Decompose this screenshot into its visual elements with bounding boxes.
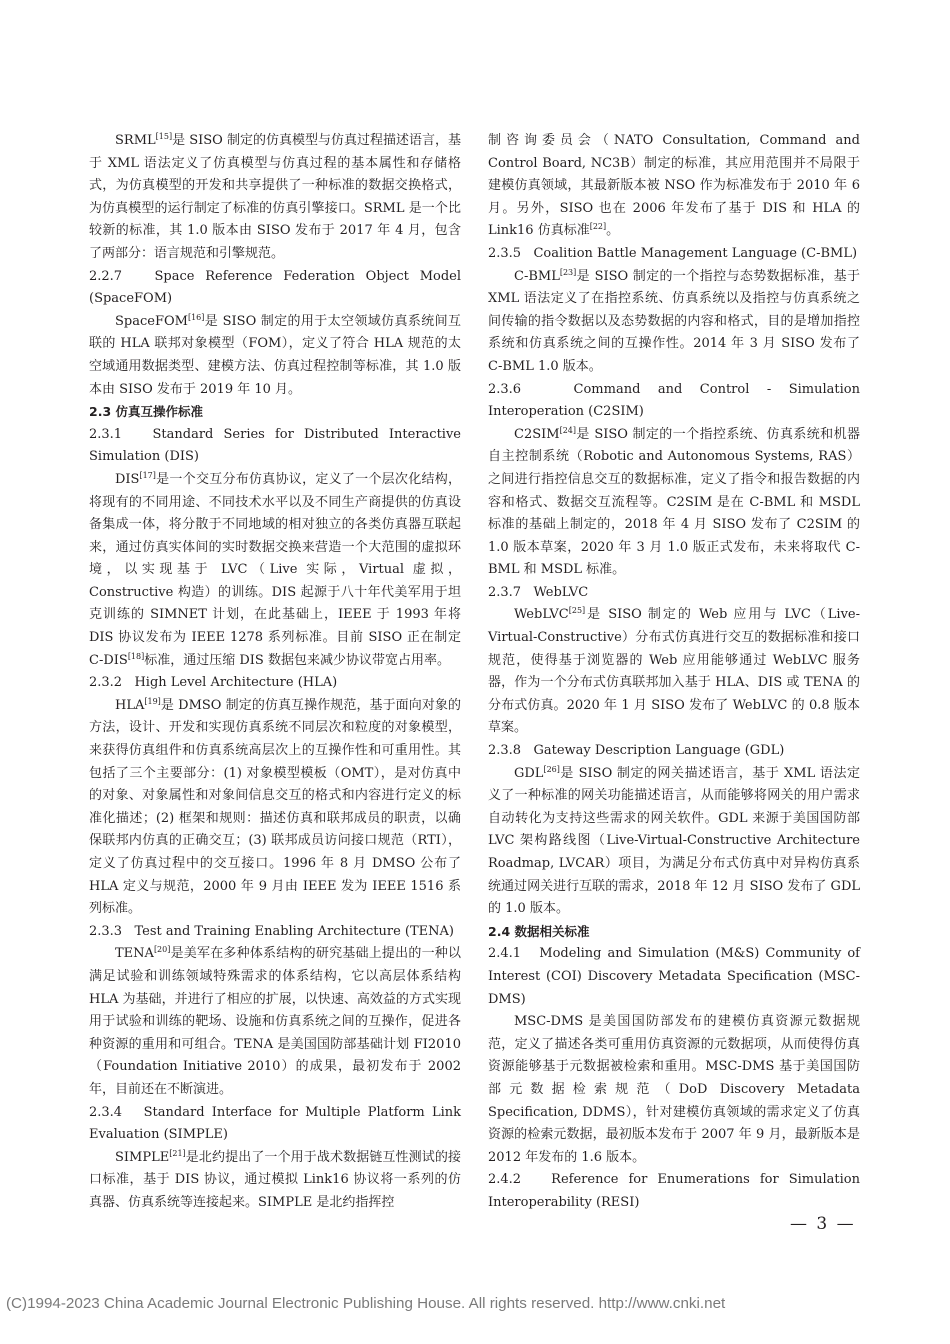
citation-ref: [22] (589, 222, 607, 232)
paragraph-text: 是一个交互分布仿真协议，定义了一个层次化结构，将现有的不同用途、不同技术水平以及不同生产商提供的仿真设备集成一体，将分散于不同地域的相对独立的各类仿真器互联起来，通过仿真实体间的实时数据交换来营造一个大范围的虚拟环境，以实现基于 LVC（Live 实际，Virtual 虚拟，Constructive 构造）的训练。DIS 起源于八十年代美军用于坦克训练的 SIMNET 计划，在此基础上，IEEE 于 1993 年将 DIS 协议发布为 IEEE 1278 系列标准。目前 SISO 正在制定 C-DIS (89, 471, 461, 668)
paragraph-text: 是北约提出了一个用于战术数据链互性测试的接口标准，基于 DIS 协议，通过模拟 Link16 协议将一系列的仿真器、仿真系统等连接起来。SIMPLE 是北约指挥控 (89, 1149, 461, 1210)
body-paragraph (488, 424, 860, 582)
copyright-footer: (C)1994-2023 China Academic Journal Electronic Publishing House. All rights reserved. http://www.cnki.net (6, 1295, 726, 1312)
subsection-heading: 2.3.3 Test and Training Enabling Architecture (TENA) (89, 923, 454, 939)
subsection-heading: 2.4.1 Modeling and Simulation (M&S) Community of Interest (COI) Discovery Metadata Specification (MSC-DMS) (488, 946, 865, 1007)
citation-ref: [17] (139, 470, 156, 480)
body-paragraph (89, 311, 461, 401)
citation-ref: [15] (155, 132, 173, 141)
citation-ref: [20] (153, 945, 171, 955)
citation-ref: [18] (127, 651, 145, 661)
body-paragraph (488, 130, 860, 243)
section-heading: 2.4 数据相关标准 (488, 923, 590, 939)
left-column (89, 130, 466, 1215)
body-paragraph (89, 469, 461, 672)
paragraph-text: 是 SISO 制定的用于太空领域仿真系统间互联的 HLA 联邦对象模型（FOM），定义了符合 HLA 规范的太空域通用数据类型、建模方法、仿真过程控制等标准，其 1.0 版本由 SISO 发布于 2019 年 10 月。 (89, 313, 461, 397)
paragraph-text: DIS (115, 471, 140, 487)
citation-ref: [21] (169, 1148, 186, 1158)
subsection-heading: 2.3.6 Command and Control - Simulation Interoperation (C2SIM) (488, 381, 865, 420)
citation-ref: [19] (144, 696, 161, 706)
paragraph-text: SpaceFOM (115, 313, 188, 329)
citation-ref: [25] (568, 606, 586, 616)
subsection-heading: 2.3.7 WebLVC (488, 584, 589, 600)
paragraph-text: 是 DMSO 制定的仿真互操作规范，基于面向对象的方法，设计、开发和实现仿真系统不同层次和粒度的对象模型，来获得仿真组件和仿真系统高层次上的互操作性和可重用性。其包括了三个主要部分：(1) 对象模型模板（OMT），是对仿真中的对象、对象属性和对象间信息交互的格式和内容进行定义的标准化描述；(2) 框架和规则：描述仿真和联邦成员的职责，以确保联邦内仿真的正确交互；(3) 联邦成员访问接口规范（RTI），定义了仿真过程中的交互接口。1996 年 8 月 DMSO 公布了 HLA 定义与规范，2000 年 9 月由 IEEE 发为 IEEE 1516 系列标准。 (89, 697, 461, 917)
subsection-heading: 2.3.5 Coalition Battle Management Language (C-BML) (488, 245, 858, 261)
paragraph-text: WebLVC (514, 607, 569, 623)
body-paragraph (89, 695, 461, 921)
paragraph-text: GDL (514, 765, 544, 781)
paragraph-text: 是 SISO 制定的一个指控与态势数据标准，基于 XML 语法定义了在指控系统、仿真系统以及指控与仿真系统之间传输的指令数据以及态势数据的内容和格式，目的是增加指控系统和仿真系统之间的互操作性。2014 年 3 月 SISO 发布了 C-BML 1.0 版本。 (488, 268, 860, 374)
body-paragraph (89, 1147, 461, 1215)
paragraph-text: 是 SISO 制定的一个指控系统、仿真系统和机器自主控制系统（Robotic and Autonomous Systems, RAS）之间进行指控信息交互的数据标准，定义了指令和报告数据的内容和格式、数据交互流程等。C2SIM 是在 C-BML 和 MSDL 标准的基础上制定的，2018 年 4 月 SISO 发布了 C2SIM 的 1.0 版本草案，2020 年 3 月 1.0 版正式发布，未来将取代 C-BML 和 MSDL 标准。 (488, 426, 860, 578)
subsection-heading: 2.4.2 Reference for Enumerations for Simulation Interoperability (RESI) (488, 1172, 865, 1210)
body-paragraph (488, 266, 860, 379)
paragraph-text: TENA (115, 946, 154, 962)
paragraph-text: C-BML (514, 268, 560, 284)
paragraph-text: 是 SISO 制定的网关描述语言，基于 XML 语法定义了一种标准的网关功能描述语言，从而能够将网关的用户需求自动转化为支持这些需求的网关软件。GDL 来源于美国国防部 LVC 架构路线图（Live-Virtual-Constructive Architecture Roadmap, LVCAR）项目，为满足分布式仿真中对异构仿真系统通过网关进行互联的需求，2018 年 12 月 SISO 发布了 GDL 的 1.0 版本。 (488, 765, 860, 917)
paragraph-text: 标准，通过压缩 DIS 数据包来减少协议带宽占用率。 (144, 652, 450, 668)
body-paragraph (89, 130, 461, 266)
paragraph-text: MSC-DMS 是美国国防部发布的建模仿真资源元数据规范，定义了描述各类可重用仿真资源的元数据项，从而使得仿真资源能够基于元数据被检索和重用。MSC-DMS 基于美国国防部元数据检索规范（DoD Discovery Metadata Specification, DDMS），针对建模仿真领域的需求定义了仿真资源的检索元数据，最初版本发布于 2007 年 9 月，最新版本是 2012 年发布的 1.6 版本。 (488, 1014, 860, 1165)
paragraph-text: SRML (115, 133, 156, 148)
subsection-heading: 2.3.2 High Level Architecture (HLA) (89, 675, 338, 691)
subsection-heading: 2.2.7 Space Reference Federation Object Model (SpaceFOM) (89, 268, 466, 307)
paragraph-text: 。 (606, 223, 620, 239)
subsection-heading: 2.3.1 Standard Series for Distributed Interactive Simulation (DIS) (89, 426, 466, 465)
body-paragraph (89, 943, 461, 1101)
citation-ref: [24] (559, 425, 576, 435)
section-heading: 2.3 仿真互操作标准 (89, 404, 203, 420)
paragraph-text: SIMPLE (115, 1149, 170, 1165)
subsection-heading: 2.3.4 Standard Interface for Multiple Platform Link Evaluation (SIMPLE) (89, 1104, 466, 1143)
paragraph-text: 制咨询委员会（NATO Consultation, Command and Control Board, NC3B）制定的标准，其应用范围并不局限于建模仿真领域，其最新版本被 NSO 作为标准发布于 2010 年 6 月。另外，SISO 也在 2006 年发布了基于 DIS 和 HLA 的 Link16 仿真标准 (488, 133, 860, 239)
right-column (488, 130, 865, 1215)
citation-ref: [23] (559, 267, 577, 277)
paragraph-text: C2SIM (514, 426, 560, 442)
body-paragraph (488, 1011, 860, 1169)
paragraph-text: HLA (115, 697, 145, 713)
paragraph-text: 是美军在多种体系结构的研究基础上提出的一种以满足试验和训练领域特殊需求的体系结构，它以高层体系结构 HLA 为基础，并进行了相应的扩展，以快速、高效益的方式实现用于试验和训练的靶场、设施和仿真系统之间的互操作，促进各种资源的重用和可组合。TENA 是美国国防部基础计划 FI2010（Foundation Initiative 2010）的成果，最初发布于 2002 年，目前还在不断演进。 (89, 946, 461, 1097)
citation-ref: [16] (187, 312, 205, 322)
subsection-heading: 2.3.8 Gateway Description Language (GDL) (488, 743, 785, 759)
paragraph-text: 是 SISO 制定的 Web 应用与 LVC（Live-Virtual-Constructive）分布式仿真进行交互的数据标准和接口规范，使得基于浏览器的 Web 应用能够通过 WebLVC 服务器，作为一个分布式仿真联邦加入基于 HLA、DIS 或 TENA 的分布式仿真。2020 年 1 月 SISO 发布了 WebLVC 的 0.8 版本草案。 (488, 607, 860, 736)
body-paragraph (488, 763, 860, 921)
citation-ref: [26] (543, 764, 560, 774)
page-number: — 3 — (790, 1214, 856, 1234)
body-paragraph (488, 604, 860, 740)
paragraph-text: 是 SISO 制定的仿真模型与仿真过程描述语言，基于 XML 语法定义了仿真模型与仿真过程的基本属性和存储格式，为仿真模型的开发和共享提供了一种标准的数据交换格式，为仿真模型的运行制定了标准的仿真引擎接口。SRML 是一个比较新的标准，其 1.0 版本由 SISO 发布于 2017 年 4 月，包含了两部分：语言规范和引擎规范。 (89, 133, 461, 261)
